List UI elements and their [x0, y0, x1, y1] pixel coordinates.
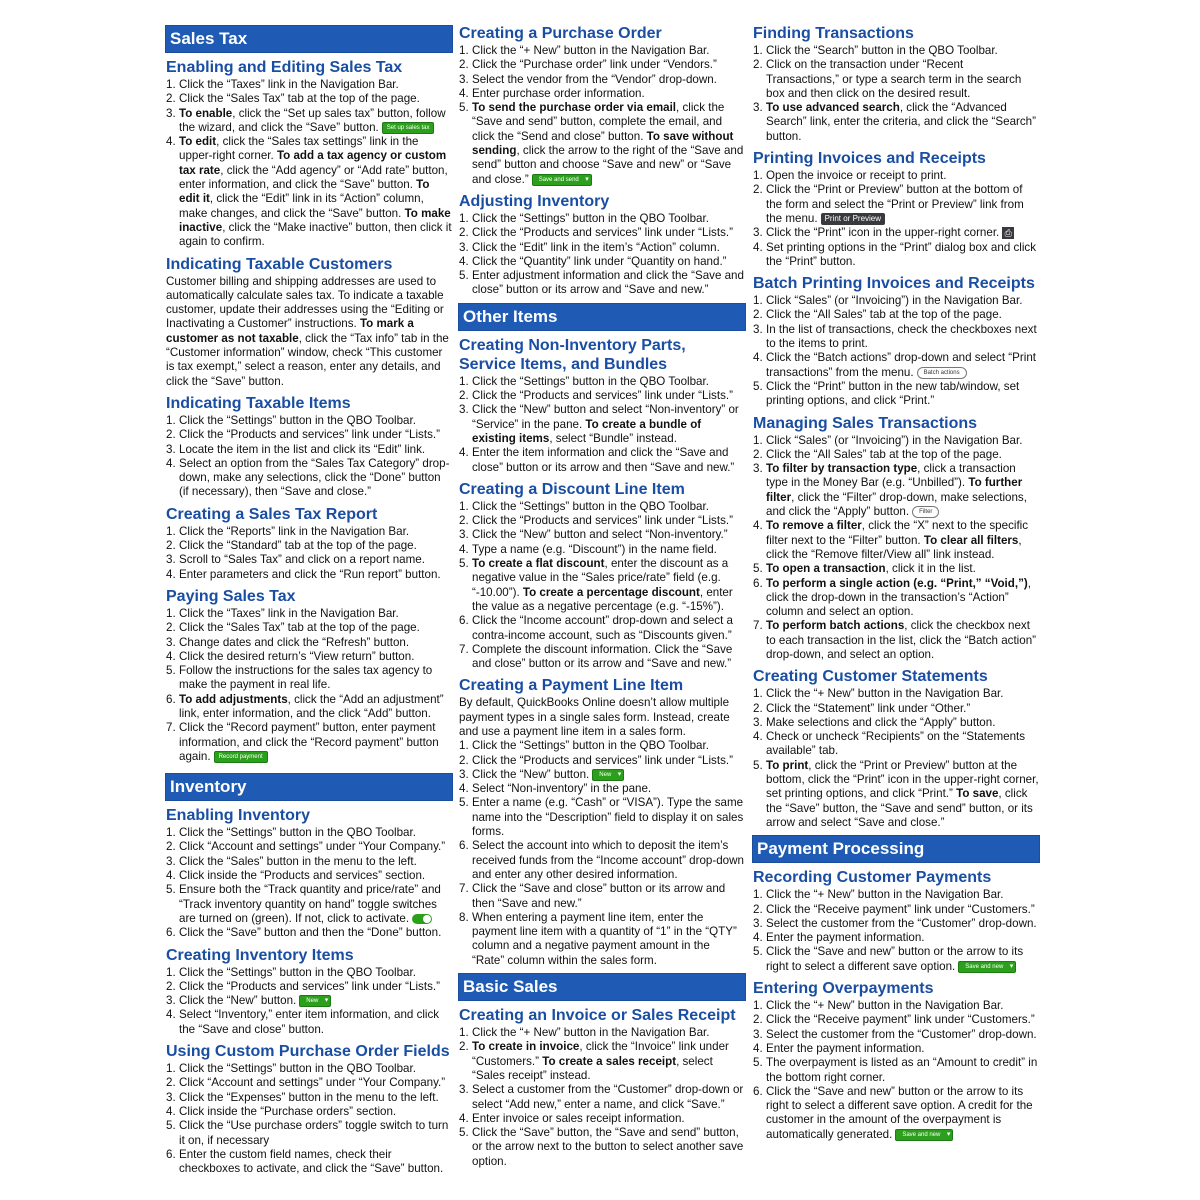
step: 1. Open the invoice or receipt to print.: [753, 169, 947, 183]
step: 3. In the list of transactions, check the checkboxes next to the items to print.: [753, 322, 1037, 351]
step: 6. Click the “Save” button and then the “Done” button.: [166, 926, 442, 940]
steps-taxable-items: [166, 414, 452, 500]
section-bar-sales-tax: Sales Tax: [166, 26, 452, 52]
heading-managing-sales: Managing Sales Transactions: [753, 414, 978, 432]
step: 1. Click the “+ New” button in the Navigation Bar.: [753, 888, 1004, 902]
step: 1. Click the “Settings” button in the QBO Toolbar.: [459, 211, 709, 225]
step: 3. To enable, click the “Set up sales tax” button, follow the wizard, and click the “Save” button. Set up sales tax: [166, 106, 446, 134]
step: 5. Click the “Use purchase orders” toggle switch to turn it on, if necessary: [166, 1119, 449, 1147]
step: 1. Click the “Settings” button in the QBO Toolbar.: [166, 413, 416, 427]
section-bar-basic-sales: Basic Sales: [459, 974, 745, 1000]
heading-batch-printing: Batch Printing Invoices and Receipts: [753, 275, 1035, 293]
print-or-preview-button[interactable]: Print or Preview: [821, 213, 885, 225]
steps-customer-statements: [753, 687, 1039, 830]
steps-enabling-sales-tax: [166, 78, 452, 250]
step: 2. Click the “Sales Tax” tab at the top of the page.: [166, 621, 420, 635]
step: 3. Click the “Sales” button in the menu to the left.: [166, 854, 417, 868]
step: 3. Click the “Print” icon in the upper-right corner. ⎙: [753, 226, 1039, 240]
save-and-send-button[interactable]: Save and send ▾: [532, 174, 592, 186]
step: 1. Click the “Settings” button in the QBO Toolbar.: [459, 374, 709, 388]
step: 1. Click the “+ New” button in the Navigation Bar.: [459, 44, 710, 57]
step: 2. Click the “All Sales” tab at the top of the page.: [753, 447, 1002, 461]
steps-paying-sales-tax: [166, 607, 452, 764]
heading-sales-tax-report: Creating a Sales Tax Report: [166, 505, 378, 523]
step: 1. Click the “Settings” button in the QBO Toolbar.: [166, 826, 416, 840]
column-3: [753, 24, 1039, 1142]
step: 5. Ensure both the “Track quantity and price/rate” and “Track inventory quantity on hand” toggle switches are turned on (green). If not, click to activate.: [166, 883, 441, 925]
step: 6. Click the “Income account” drop-down and select a contra-income account, such as “Discounts given.”: [459, 614, 733, 642]
step: 4. Select “Non-inventory” in the pane.: [459, 782, 652, 796]
step: 6. Select the account into which to deposit the item’s received funds from the “Income account” drop-down and enter any other desired information.: [459, 839, 744, 881]
steps-sales-tax-report: [166, 525, 452, 582]
printer-icon[interactable]: ⎙: [1002, 227, 1014, 239]
step: 7. Click the “Save and close” button or its arrow and then “Save and new.”: [459, 882, 726, 910]
step: 5. Click the “Save” button, the “Save and send” button, or the arrow next to the button to select another save option.: [459, 1126, 744, 1168]
steps-printing-invoices: [753, 169, 1039, 269]
step: 4. Click the “Quantity” link under “Quantity on hand.”: [459, 254, 727, 268]
step: 3. Click the “New” button and select “Non-inventory” or “Service” in the pane. To create a bundle of existing items, select “Bundle” instead.: [459, 403, 739, 445]
step: 5. Click the “Save and new” button or the arrow to its right to select a different save option. Save and new ▾: [753, 945, 1039, 974]
step: 2. Click the “Statement” link under “Other.”: [753, 701, 971, 715]
step: 4. Type a name (e.g. “Discount”) in the name field.: [459, 542, 717, 556]
step: 3. Change dates and click the “Refresh” button.: [166, 635, 410, 649]
step: 4. Set printing options in the “Print” dialog box and click the “Print” button.: [753, 240, 1037, 268]
heading-enabling-sales-tax: Enabling and Editing Sales Tax: [166, 59, 403, 76]
step: 1. Click the “+ New” button in the Navigation Bar.: [753, 687, 1004, 701]
step: 2. Click the “All Sales” tab at the top of the page.: [753, 308, 1002, 322]
step: 5. Enter adjustment information and click the “Save and close” button or its arrow and “Save and new.”: [459, 269, 744, 297]
heading-invoice-sales-receipt: Creating an Invoice or Sales Receipt: [459, 1007, 736, 1025]
step: 3. Click the “Edit” link in the item’s “Action” column.: [459, 240, 720, 254]
heading-creating-inventory-items: Creating Inventory Items: [166, 946, 354, 964]
step: 3. Select the vendor from the “Vendor” drop-down.: [459, 72, 717, 86]
step: 2. To create in invoice, click the “Invoice” link under “Customers.” To create a sales receipt, select “Sales receipt” instead.: [459, 1040, 729, 1082]
step: 1. Click “Sales” (or “Invoicing”) in the Navigation Bar.: [753, 433, 1023, 447]
steps-non-inventory: [459, 375, 745, 475]
step: 1. Click the “Settings” button in the QBO Toolbar.: [459, 499, 709, 513]
step: 2. Click the “Receive payment” link under “Customers.”: [753, 1013, 1035, 1027]
steps-managing-sales: [753, 434, 1039, 663]
heading-purchase-order: Creating a Purchase Order: [459, 25, 662, 42]
heading-payment-line-item: Creating a Payment Line Item: [459, 677, 684, 695]
step: 3. Click the “New” button. New ▾: [166, 994, 452, 1008]
step: 4. Enter purchase order information.: [459, 86, 645, 100]
step: 2. Click the “Products and services” link under “Lists.”: [166, 428, 440, 442]
step: 7. Complete the discount information. Click the “Save and close” button or its arrow and “Save and new.”: [459, 642, 733, 671]
new-button[interactable]: New ▾: [592, 769, 624, 781]
step: 4. Enter the item information and click the “Save and close” button or its arrow and then “Save and new.”: [459, 446, 735, 474]
step: 2. Click the “Products and services” link under “Lists.”: [166, 979, 440, 993]
step: 2. Click the “Standard” tab at the top of the page.: [166, 539, 417, 553]
step: 4. To edit, click the “Sales tax settings” link in the upper-right corner. To add a tax agency or custom tax rate, click the “Add agency” or “Add rate” button, enter information, and click the “Save” button. To edit it, click the “Edit” link in its “Action” column, make changes, and click the “Save” button. To make inactive, click the “Make inactive” button, then click it again to confirm.: [166, 135, 452, 249]
steps-purchase-order: [459, 44, 745, 187]
steps-batch-printing: [753, 294, 1039, 408]
step: 3. Click the “New” button and select “Non-inventory.”: [459, 528, 728, 542]
step: 4. Click the “Batch actions” drop-down and select “Print transactions” from the menu. Batch actions: [753, 351, 1036, 379]
heading-taxable-customers: Indicating Taxable Customers: [166, 255, 393, 273]
step: 6. To add adjustments, click the “Add an adjustment” link, enter information, and the click “Add” button.: [166, 692, 444, 720]
heading-paying-sales-tax: Paying Sales Tax: [166, 587, 296, 605]
step: 3. Scroll to “Sales Tax” and click on a report name.: [166, 553, 425, 567]
step: 5. To open a transaction, click it in the list.: [753, 562, 976, 576]
save-and-new-button[interactable]: Save and new ▾: [958, 961, 1016, 973]
section-bar-other-items: Other Items: [459, 304, 745, 330]
step: 6. Click the “Save and new” button or the arrow to its right to select a different save option. A credit for the customer in the amount of the overpayment is automatically generated. Save and new ▾: [753, 1085, 1039, 1142]
step: 2. Click the “Print or Preview” button at the bottom of the form and select the “Print or Preview” link from the menu. Print or Preview: [753, 183, 1024, 225]
step: 4. Enter the payment information.: [753, 1041, 925, 1055]
steps-entering-overpayments: [753, 999, 1039, 1142]
paragraph-payment-line-item: By default, QuickBooks Online doesn’t allow multiple payment types in a single sales form. Instead, create and use a payment line item in a sales form.: [459, 696, 730, 738]
steps-invoice-sales-receipt: [459, 1026, 745, 1169]
steps-creating-inventory-items: [166, 966, 452, 1037]
save-and-new-button[interactable]: Save and new ▾: [895, 1129, 953, 1141]
step: 1. Click the “Settings” button in the QBO Toolbar.: [166, 965, 416, 979]
step: 1. Click the “Search” button in the QBO Toolbar.: [753, 44, 998, 57]
toggle-switch-icon[interactable]: [412, 914, 432, 924]
step: 1. Click the “Taxes” link in the Navigation Bar.: [166, 78, 399, 91]
step: 7. To perform batch actions, click the checkbox next to each transaction in the list, click the “Batch action” drop-down, and select an option.: [753, 619, 1037, 661]
step: 5. Enter a name (e.g. “Cash” or “VISA”). Type the same name into the “Description” field to display it on sales forms.: [459, 796, 744, 839]
step: 4. To remove a filter, click the “X” next to the specific filter next to the “Filter” button. To clear all filters, click the “Remove filter/View all” link instead.: [753, 519, 1029, 561]
step: 2. Click the “Products and services” link under “Lists.”: [459, 753, 733, 767]
step: 1. Click “Sales” (or “Invoicing”) in the Navigation Bar.: [753, 294, 1023, 308]
step: 4. Enter parameters and click the “Run report” button.: [166, 567, 441, 581]
step: 5. To print, click the “Print or Preview” button at the bottom, click the “Print” icon in the upper-right corner, set printing options, and click “Print.” To save, click the “Save” button, the “Save and send” button, or its arrow and select “Save and close.”: [753, 758, 1039, 829]
column-2: [459, 24, 745, 1169]
step: 3. Locate the item in the list and click its “Edit” link.: [166, 442, 426, 456]
step: 5. The overpayment is listed as an “Amount to credit” in the bottom right corner.: [753, 1056, 1038, 1084]
heading-discount-line-item: Creating a Discount Line Item: [459, 480, 685, 498]
step: 4. Click the desired return’s “View return” button.: [166, 649, 415, 663]
set-up-sales-tax-button[interactable]: Set up sales tax: [382, 122, 435, 134]
heading-non-inventory: Creating Non-Inventory Parts, Service Items, and Bundles: [459, 336, 686, 373]
step: 1. Click the “+ New” button in the Navigation Bar.: [459, 1026, 710, 1040]
step: 4. Check or uncheck “Recipients” on the “Statements available” tab.: [753, 730, 1026, 758]
steps-recording-payments: [753, 888, 1039, 974]
step: 2. Click the “Receive payment” link under “Customers.”: [753, 902, 1035, 916]
step: 2. Click the “Products and services” link under “Lists.”: [459, 389, 733, 403]
step: 5. To create a flat discount, enter the discount as a negative value in the “Sales price/rate” field (e.g. “-10.00”). To create a percentage discount, enter the value as a negative percentage (e.g. “-15%”).: [459, 557, 733, 613]
step: 2. Click “Account and settings” under “Your Company.”: [166, 840, 446, 854]
filter-dropdown[interactable]: Filter: [912, 506, 939, 518]
heading-printing-invoices: Printing Invoices and Receipts: [753, 150, 986, 168]
new-button[interactable]: New ▾: [299, 995, 331, 1007]
step: 4. Enter invoice or sales receipt information.: [459, 1111, 685, 1125]
record-payment-button[interactable]: Record payment: [214, 751, 268, 763]
step: 2. Click on the transaction under “Recent Transactions,” or type a search term in the search box and then click on the desired result.: [753, 58, 1022, 100]
heading-adjusting-inventory: Adjusting Inventory: [459, 192, 610, 210]
step: 7. Click the “Record payment” button, enter payment information, and click the “Record payment” button again. Record payment: [166, 721, 439, 763]
step: 4. Select “Inventory,” enter item information, and click the “Save and close” button.: [166, 1008, 440, 1036]
step: 2. Click the “Sales Tax” tab at the top of the page.: [166, 92, 420, 106]
step: 1. Click the “Reports” link in the Navigation Bar.: [166, 524, 410, 538]
step: 6. Enter the custom field names, check their checkboxes to activate, and click the “Save” button.: [166, 1147, 444, 1176]
step: 1. Click the “Settings” button in the QBO Toolbar.: [459, 739, 709, 753]
column-1: [166, 24, 452, 1176]
step: 1. Click the “+ New” button in the Navigation Bar.: [753, 999, 1004, 1013]
heading-taxable-items: Indicating Taxable Items: [166, 394, 351, 412]
step: 4. Select an option from the “Sales Tax Category” drop-down, make any selections, click the “Done” button (if necessary), then “Save and close.”: [166, 456, 450, 499]
heading-entering-overpayments: Entering Overpayments: [753, 980, 934, 998]
step: 2. Click “Account and settings” under “Your Company.”: [166, 1076, 446, 1090]
step: 3. Select the customer from the “Customer” drop-down.: [753, 1027, 1037, 1041]
heading-custom-po-fields: Using Custom Purchase Order Fields: [166, 1043, 450, 1061]
step: 3. To use advanced search, click the “Advanced Search” link, enter the criteria, and click the “Search” button.: [753, 101, 1036, 143]
steps-finding-transactions: [753, 44, 1039, 144]
step: 5. Click the “Print” button in the new tab/window, set printing options, and click “Print.”: [753, 379, 1020, 408]
heading-finding-transactions: Finding Transactions: [753, 25, 914, 42]
section-bar-inventory: Inventory: [166, 774, 452, 800]
paragraph-taxable-customers: Customer billing and shipping addresses are used to automatically calculate sales tax. To indicate a taxable customer, update their addresses using the “Editing or Inactivating a Customer” instructions. To mark a customer as not taxable, click the “Tax info” tab in the “Customer information” window, check “This customer is tax exempt,” select a reason, enter any details, and click the “Save” button.: [166, 274, 449, 388]
step: 4. Click inside the “Products and services” section.: [166, 869, 426, 883]
step: 1. Click the “Taxes” link in the Navigation Bar.: [166, 606, 399, 620]
steps-discount-line-item: [459, 500, 745, 672]
step: 8. When entering a payment line item, enter the payment line item with a quantity of “1” in the “QTY” column and a negative payment amount in the “Rate” column within the sales form.: [459, 910, 737, 967]
step: 4. Click inside the “Purchase orders” section.: [166, 1104, 397, 1118]
step: 2. Click the “Products and services” link under “Lists.”: [459, 226, 733, 240]
batch-actions-dropdown[interactable]: Batch actions: [917, 367, 967, 379]
heading-recording-payments: Recording Customer Payments: [753, 869, 992, 887]
step: 3. Click the “New” button. New ▾: [459, 768, 745, 782]
step: 2. Click the “Products and services” link under “Lists.”: [459, 514, 733, 528]
heading-customer-statements: Creating Customer Statements: [753, 668, 988, 686]
step: 5. Follow the instructions for the sales tax agency to make the payment in real life.: [166, 664, 433, 692]
steps-payment-line-item: [459, 739, 745, 968]
step: 1. Click the “Settings” button in the QBO Toolbar.: [166, 1062, 416, 1076]
step: 3. Select the customer from the “Customer” drop-down.: [753, 916, 1037, 930]
step: 3. Select a customer from the “Customer” drop-down or select “Add new,” enter a name, and click “Save.”: [459, 1083, 744, 1111]
steps-adjusting-inventory: [459, 212, 745, 298]
step: 5. To send the purchase order via email, click the “Save and send” button, complete the email, and click the “Send and close” button. To save without sending, click the arrow to the right of the “Save and send” button and choose “Save and new” or “Save and close.” Save and send ▾: [459, 101, 745, 187]
step: 3. Click the “Expenses” button in the menu to the left.: [166, 1090, 439, 1104]
step: 3. To filter by transaction type, click a transaction type in the Money Bar (e.g. “Unbilled”). To further filter, click the “Filter” drop-down, make selections, and click the “Apply” button. Filter: [753, 462, 1027, 519]
heading-enabling-inventory: Enabling Inventory: [166, 807, 311, 825]
steps-custom-po-fields: [166, 1062, 452, 1176]
step: 2. Click the “Purchase order” link under “Vendors.”: [459, 58, 717, 72]
step: 3. Make selections and click the “Apply” button.: [753, 715, 996, 729]
step: 4. Enter the payment information.: [753, 931, 925, 945]
section-bar-payment-processing: Payment Processing: [753, 836, 1039, 862]
step: 6. To perform a single action (e.g. “Print,” “Void,”), click the drop-down in the transaction’s “Action” column and select an option.: [753, 576, 1031, 619]
steps-enabling-inventory: [166, 826, 452, 940]
